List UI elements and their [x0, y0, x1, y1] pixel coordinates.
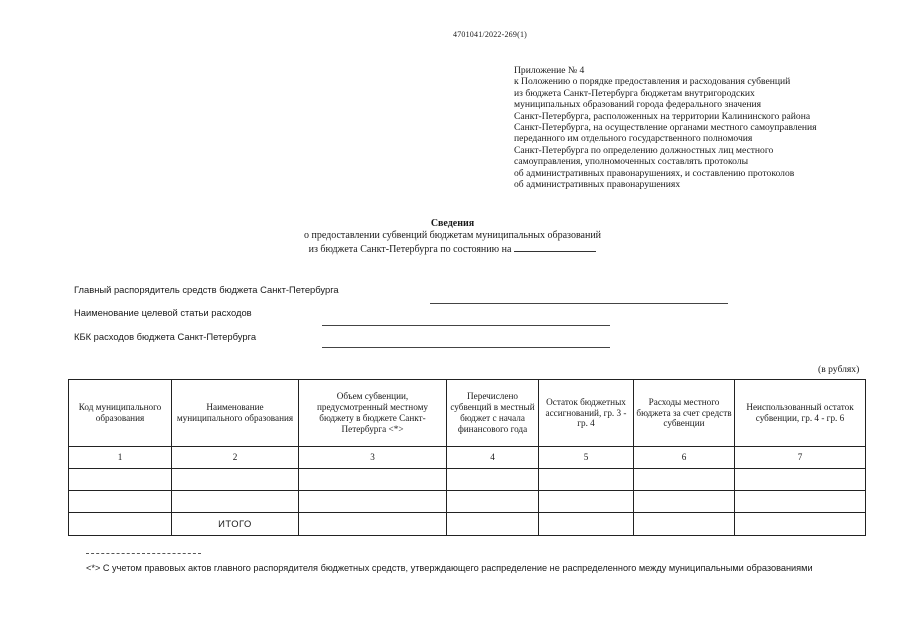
main-manager-label: Главный распорядитель средств бюджета Санкт-Петербурга — [74, 284, 339, 295]
header-cell: Перечислено субвенций в местный бюджет с начала финансового года — [447, 380, 539, 447]
table-cell[interactable] — [447, 491, 539, 513]
column-number: 1 — [69, 447, 172, 469]
appendix-block — [514, 65, 874, 190]
date-blank-field[interactable] — [514, 242, 596, 252]
table-cell[interactable] — [539, 491, 634, 513]
units-label: (в рублях) — [818, 364, 860, 375]
table-cell[interactable] — [172, 491, 299, 513]
header-cell: Объем субвенции, предусмотренный местному бюджету в бюджете Санкт-Петербурга <*> — [299, 380, 447, 447]
table-cell[interactable] — [299, 469, 447, 491]
table-cell[interactable] — [735, 513, 866, 536]
table-cell[interactable] — [447, 513, 539, 536]
kbk-label: КБК расходов бюджета Санкт-Петербурга — [74, 331, 257, 342]
title-date-text: из бюджета Санкт-Петербурга по состоянию на — [308, 244, 512, 255]
table-cell[interactable] — [539, 469, 634, 491]
title-subtitle: о предоставлении субвенций бюджетам муниципальных образований — [303, 230, 602, 241]
footnote-text: <*> С учетом правовых актов главного распорядителя бюджетных средств, утверждающего распределение не распределенного между муниципальными образованиями — [86, 563, 813, 573]
table-header-row — [69, 380, 866, 447]
appendix-line: об административных правонарушениях — [514, 179, 681, 191]
report-title — [0, 218, 905, 256]
column-number: 3 — [299, 447, 447, 469]
appendix-line: самоуправления, уполномоченных составлять протоколы — [514, 156, 749, 168]
total-row — [69, 513, 866, 536]
title-date-line — [0, 242, 905, 256]
table-row — [69, 469, 866, 491]
appendix-line: Санкт-Петербурга, на осуществление органами местного самоуправления — [514, 122, 817, 134]
main-manager-field[interactable] — [430, 303, 728, 304]
column-number: 7 — [735, 447, 866, 469]
kbk-field[interactable] — [322, 347, 610, 348]
table-cell[interactable] — [539, 513, 634, 536]
column-number: 4 — [447, 447, 539, 469]
header-cell: Неиспользованный остаток субвенции, гр. 4 - гр. 6 — [735, 380, 866, 447]
table-cell[interactable] — [634, 491, 735, 513]
table-cell[interactable] — [634, 513, 735, 536]
appendix-line: к Положению о порядке предоставления и расходования субвенций — [514, 76, 791, 88]
column-number: 6 — [634, 447, 735, 469]
table-cell[interactable] — [735, 491, 866, 513]
header-cell: Наименование муниципального образования — [172, 380, 299, 447]
header-cell: Код муниципального образования — [69, 380, 172, 447]
appendix-line: муниципальных образований города федерального значения — [514, 99, 762, 111]
appendix-line: переданного им отдельного государственного полномочия — [514, 133, 753, 145]
total-label: ИТОГО — [172, 513, 299, 536]
appendix-line: об административных правонарушениях, и составлению протоколов — [514, 167, 795, 179]
appendix-line: Санкт-Петербурга по определению должностных лиц местного — [514, 144, 774, 156]
footnote-separator — [86, 553, 201, 554]
document-number: 4701041/2022-269(1) — [453, 30, 528, 39]
appendix-line: Приложение № 4 — [514, 65, 585, 76]
table-cell[interactable] — [69, 469, 172, 491]
table-cell[interactable] — [735, 469, 866, 491]
table-row — [69, 491, 866, 513]
table-cell[interactable] — [634, 469, 735, 491]
target-item-field[interactable] — [322, 325, 610, 326]
table-cell[interactable] — [299, 513, 447, 536]
column-number-row — [69, 447, 866, 469]
table-cell[interactable] — [299, 491, 447, 513]
appendix-line: из бюджета Санкт-Петербурга бюджетам внутригородских — [514, 87, 755, 99]
subsidy-table — [68, 379, 866, 536]
table-cell[interactable] — [69, 491, 172, 513]
column-number: 2 — [172, 447, 299, 469]
table-cell[interactable] — [172, 469, 299, 491]
target-item-label: Наименование целевой статьи расходов — [74, 307, 252, 318]
table-cell[interactable] — [447, 469, 539, 491]
appendix-line: Санкт-Петербурга, расположенных на территории Калининского района — [514, 110, 811, 122]
title-heading: Сведения — [430, 218, 475, 229]
table-cell[interactable] — [69, 513, 172, 536]
header-cell: Расходы местного бюджета за счет средств субвенции — [634, 380, 735, 447]
column-number: 5 — [539, 447, 634, 469]
header-cell: Остаток бюджетных ассигнований, гр. 3 - гр. 4 — [539, 380, 634, 447]
